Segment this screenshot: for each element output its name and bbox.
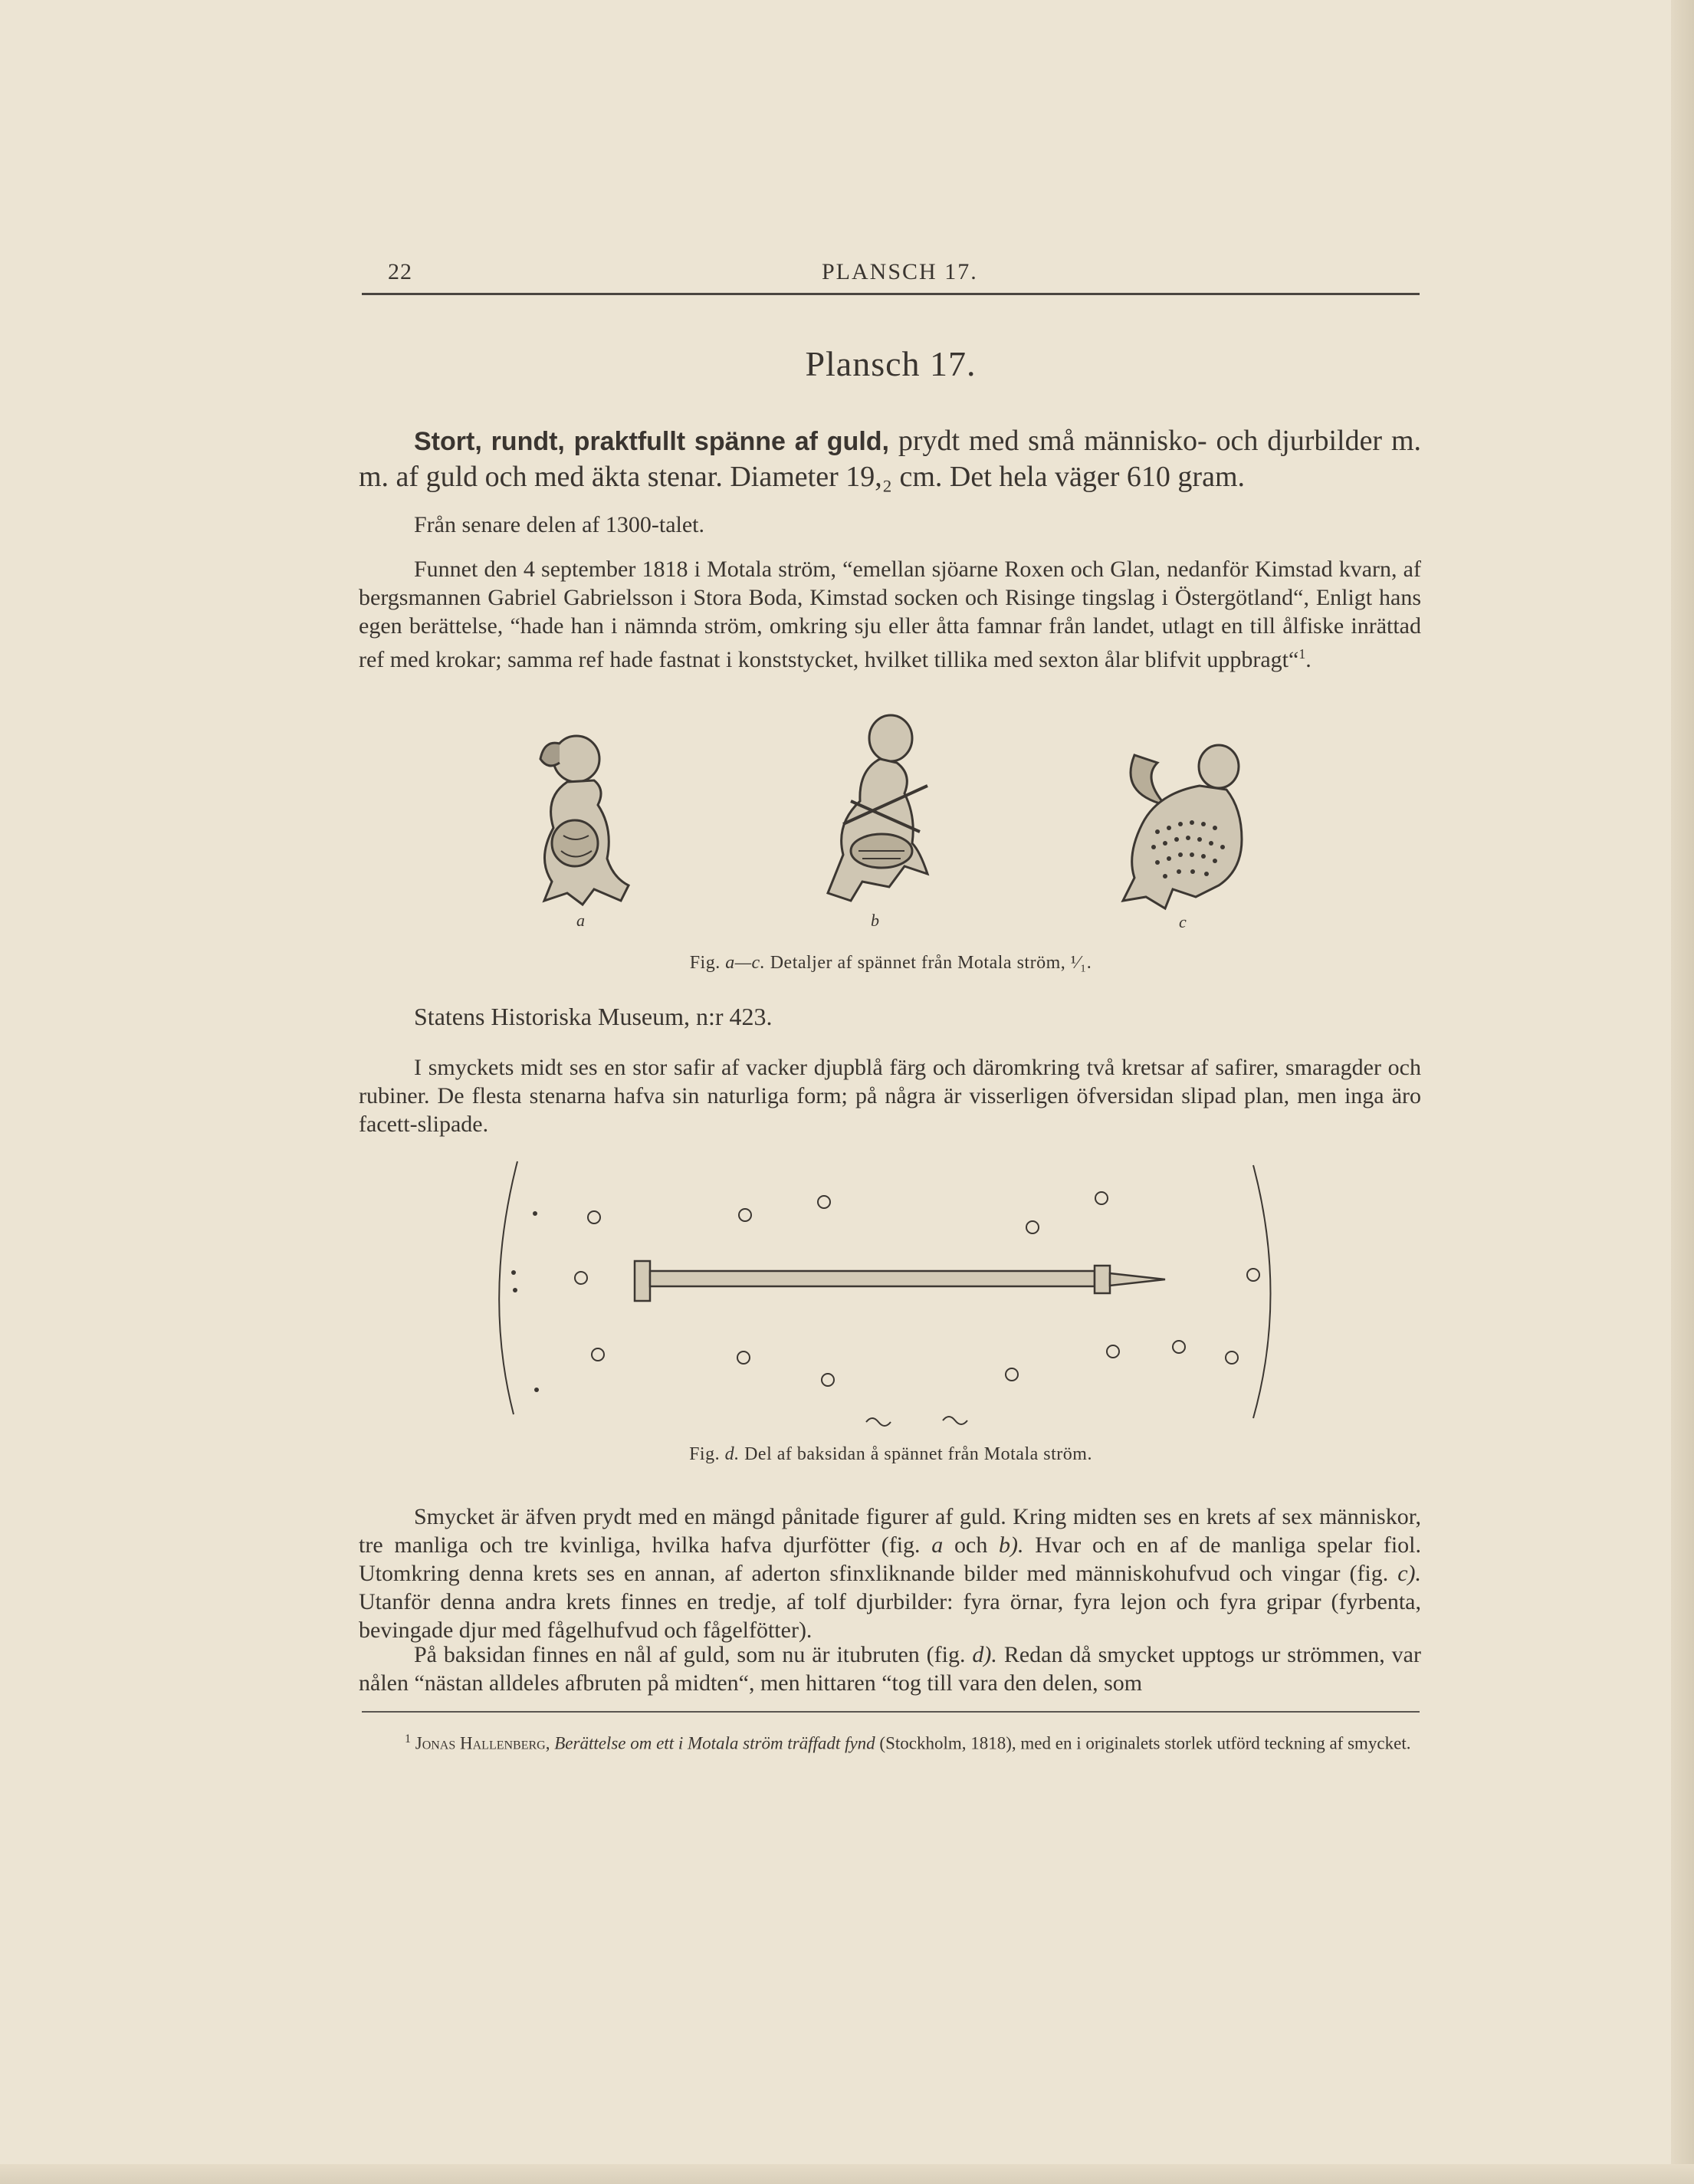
figure-d-caption-italic: d.: [724, 1444, 740, 1464]
footnote: [359, 1728, 1421, 1755]
paragraph-decoration-t4: Utanför denna andra krets finnes en tredje, af tolf djurbilder: fyra örnar, fyra lejon och fyra gripar (fyrbenta, bevingade djur med fågelhufvud och fågelfötter).: [359, 1589, 1421, 1643]
figure-abc-caption-prefix: Fig.: [689, 953, 726, 973]
paragraph-center-stone: I smyckets midt ses en stor safir af vacker djupblå färg och däromkring två kretsar af safirer, smaragder och rubiner. De flesta stenarna hafva sin naturliga form; på några är visserligen öfversidan slipad plan, men inga äro facett-slipade.: [359, 1055, 1421, 1137]
figure-b: [805, 709, 943, 912]
paragraph-decoration-t1: Smycket är äfven prydt med en mängd pånitade figurer af guld. Kring midten ses en krets af sex människor, tre manliga och tre kvinliga, hvilka hafva djurfötter (fig.: [359, 1504, 1421, 1558]
footnote-author: Jonas Hallenberg,: [415, 1733, 550, 1753]
page-title: Plansch 17.: [805, 344, 977, 383]
running-title: PLANSCH 17.: [822, 259, 978, 284]
figure-label-c: c: [1179, 912, 1187, 931]
figure-a: [521, 728, 644, 912]
paragraph-back-t1: På baksidan finnes en nål af guld, som nu är itubruten (fig.: [414, 1642, 973, 1667]
page-number: 22: [388, 259, 412, 284]
footnote-ref: 1: [1298, 646, 1306, 662]
figure-d: [491, 1154, 1280, 1437]
page-edge: [1671, 0, 1694, 2184]
running-header: [362, 258, 1420, 295]
lead-bold: Stort, rundt, praktfullt spänne af guld,: [414, 427, 889, 456]
figure-c: [1111, 740, 1257, 912]
footnote-rule: [362, 1711, 1420, 1713]
paragraph-found-text: Funnet den 4 september 1818 i Motala ström, “emellan sjöarne Roxen och Glan, nedanför Kimstad kvarn, af bergsmannen Gabriel Gabrielsson i Stora Boda, Kimstad socken och Risinge tingslag i Östergötland“, Enligt hans egen berättelse, “hade han i nämnda ström, omkring sju eller åtta famnar från landet, utlagt en till ålfiske inrättad ref med krokar; samma ref hade fastnat i konststycket, hvilket tillika med sexton ålar blifvit uppbragt“: [359, 557, 1421, 672]
paragraph-decoration-t2: och: [943, 1532, 1000, 1558]
figure-label-a: a: [576, 911, 585, 930]
paragraph-decoration-i1: a: [931, 1532, 944, 1558]
paragraph-back-t2: Redan då smycket upptogs ur strömmen, var nålen “nästan alldeles afbruten på midten“, men hittaren “tog till vara den delen, som: [359, 1642, 1421, 1696]
figure-abc-caption-scale: ¹⁄₁.: [1070, 953, 1092, 973]
figure-d-caption-text: Del af baksidan å spännet från Motala ström.: [739, 1444, 1092, 1464]
paragraph-found: [359, 555, 1421, 674]
footnote-title: Berättelse om ett i Motala ström träffadt fynd: [550, 1733, 875, 1753]
paragraph-found-end: .: [1305, 647, 1312, 672]
figure-abc-caption: [460, 953, 1321, 974]
paragraph-decoration: [359, 1503, 1421, 1644]
museum-reference: Statens Historiska Museum, n:r 423.: [414, 1003, 773, 1030]
paragraph-decoration-i3: c).: [1397, 1561, 1421, 1586]
page-edge-bottom: [0, 2164, 1694, 2184]
date-note: Från senare delen af 1300-talet.: [414, 512, 704, 537]
lead-rest: prydt med små människo- och djurbilder m. m. af guld och med äkta stenar. Diameter 19,₂ cm. Det hela väger 610 gram.: [359, 425, 1421, 493]
paragraph-back: [359, 1640, 1421, 1697]
footnote-mark: 1: [405, 1732, 411, 1746]
figure-d-caption: [460, 1444, 1321, 1465]
lead-paragraph: [359, 423, 1421, 494]
paragraph-decoration-i2: b).: [999, 1532, 1024, 1558]
figure-d-caption-prefix: Fig.: [689, 1444, 725, 1464]
figure-abc-caption-text: Detaljer af spännet från Motala ström,: [765, 953, 1071, 973]
footnote-rest: (Stockholm, 1818), med en i originalets storlek utförd teckning af smycket.: [875, 1733, 1411, 1753]
figure-label-b: b: [871, 911, 879, 930]
paragraph-back-i1: d).: [972, 1642, 997, 1667]
paragraph-decoration-t3: Hvar och en af de manliga spelar fiol. Utomkring denna krets ses en annan, af aderton sfinxliknande bilder med människohufvud och vingar (fig.: [359, 1532, 1421, 1586]
figure-abc-caption-italic: a—c.: [725, 953, 766, 973]
